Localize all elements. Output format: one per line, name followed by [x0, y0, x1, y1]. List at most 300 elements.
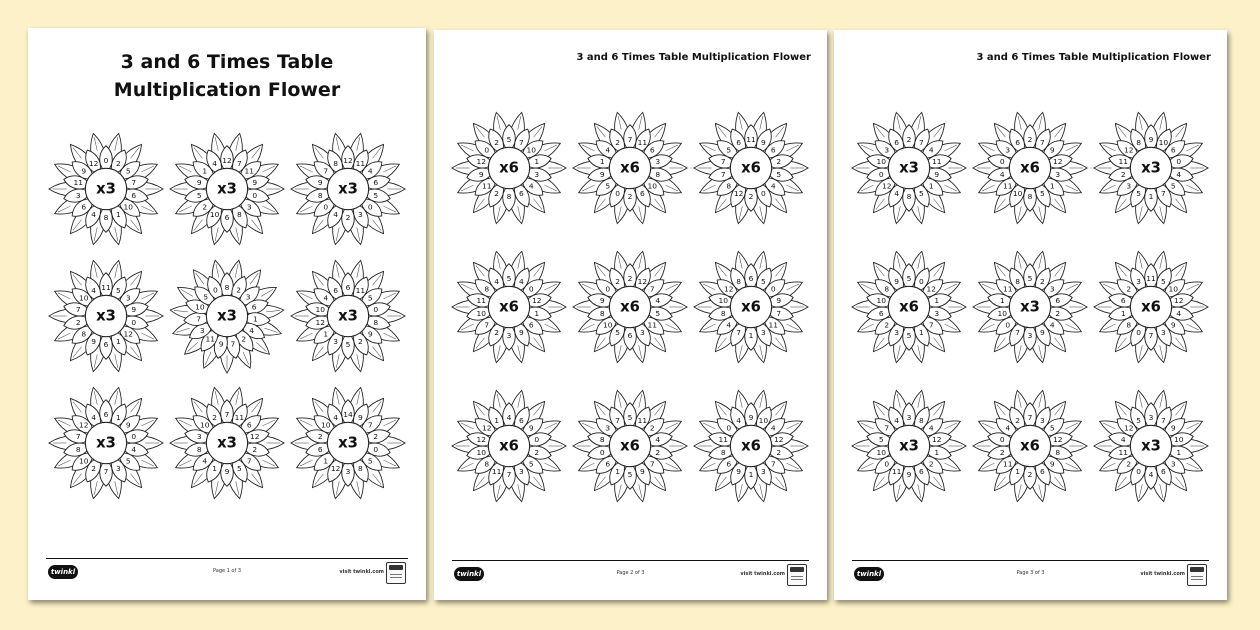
petal-number: 12: [1123, 145, 1134, 155]
petal-number: 11: [718, 435, 728, 445]
petal-number: 12: [476, 435, 487, 445]
petal-number: 3: [246, 202, 252, 212]
petal-number: 6: [605, 459, 611, 469]
quality-badge-icon: [787, 564, 807, 586]
petal-number: 9: [126, 420, 132, 430]
petal-number: 9: [906, 470, 912, 480]
flower-drawing: [692, 387, 810, 505]
petal-number: 9: [519, 328, 525, 338]
multiplication-flower: [1092, 387, 1210, 505]
petal-number: 10: [79, 455, 89, 465]
petal-number: 0: [367, 202, 373, 212]
petal-number: 2: [357, 337, 363, 347]
petal-number: 4: [506, 413, 512, 423]
multiplier-label: x6: [620, 298, 640, 316]
multiplication-flower: [692, 109, 810, 227]
petal-number: 10: [1012, 188, 1023, 198]
flower-grid: [449, 98, 811, 516]
footer-divider: [852, 560, 1209, 561]
petal-number: 8: [1015, 276, 1020, 286]
petal-number: 0: [373, 444, 378, 454]
multiplier-label: x6: [620, 159, 640, 177]
petal-number: 2: [116, 159, 122, 169]
petal-number: 2: [202, 202, 208, 212]
petal-number: 5: [1135, 188, 1141, 198]
petal-number: 9: [1049, 459, 1055, 469]
petal-number: 7: [770, 459, 776, 469]
petal-number: 0: [999, 435, 1005, 445]
petal-number: 6: [639, 188, 645, 198]
petal-number: 1: [615, 467, 620, 477]
petal-number: 8: [655, 169, 661, 179]
multiplication-flower: [971, 109, 1089, 227]
petal-number: 2: [1120, 169, 1126, 179]
petal-number: 12: [1173, 296, 1184, 306]
petal-number: 7: [76, 431, 81, 441]
petal-number: 10: [1168, 284, 1178, 294]
petal-number: 7: [884, 424, 890, 434]
petal-number: 5: [529, 459, 535, 469]
petal-number: 7: [1039, 137, 1045, 147]
worksheet-header-title: 3 and 6 Times Table Multiplication Flower: [576, 52, 811, 63]
multiplier-label: x3: [337, 434, 358, 452]
petal-number: 5: [906, 331, 912, 341]
flower-drawing: [289, 130, 407, 248]
petal-number: 5: [605, 180, 611, 190]
petal-number: 6: [1170, 145, 1176, 155]
petal-number: 1: [919, 328, 925, 338]
petal-number: 1: [1015, 467, 1020, 477]
petal-number: 10: [209, 210, 220, 220]
petal-number: 4: [212, 159, 217, 169]
petal-number: 0: [484, 145, 490, 155]
multiplication-flower: [692, 248, 810, 366]
petal-number: 2: [345, 213, 351, 223]
petal-number: 12: [342, 156, 353, 166]
worksheet-title-line-1: 3 and 6 Times Table: [120, 51, 334, 73]
petal-number: 2: [776, 448, 781, 458]
petal-number: 3: [655, 156, 661, 166]
petal-number: 0: [605, 284, 611, 294]
petal-number: 2: [1027, 470, 1033, 480]
multiplier-label: x3: [96, 307, 117, 325]
multiplication-flower: [1092, 109, 1210, 227]
petal-number: 11: [482, 180, 492, 190]
twinkl-logo: twinkl: [854, 567, 884, 581]
petal-number: 2: [884, 320, 890, 330]
petal-number: 5: [919, 188, 925, 198]
petal-number: 1: [202, 167, 208, 177]
petal-number: 4: [894, 188, 900, 198]
petal-number: 2: [748, 191, 754, 201]
petal-number: 7: [776, 308, 781, 318]
petal-number: 6: [373, 178, 378, 188]
flower-drawing: [450, 387, 568, 505]
multiplier-label: x6: [740, 437, 761, 455]
petal-number: 2: [212, 412, 217, 422]
petal-number: 6: [81, 202, 87, 212]
petal-number: 7: [649, 284, 655, 294]
multiplier-label: x6: [899, 298, 920, 316]
petal-number: 11: [1118, 156, 1128, 166]
petal-number: 6: [1055, 296, 1061, 306]
petal-number: 11: [234, 412, 245, 422]
petal-number: 11: [1002, 459, 1013, 469]
petal-number: 6: [332, 285, 338, 295]
petal-number: 1: [322, 329, 328, 339]
petal-number: 6: [131, 191, 137, 201]
petal-number: 5: [655, 308, 661, 318]
petal-number: 0: [919, 276, 925, 286]
multiplication-flower: [571, 387, 689, 505]
petal-number: 10: [526, 145, 537, 155]
petal-number: 4: [1120, 435, 1126, 445]
petal-number: 2: [649, 424, 655, 434]
petal-number: 0: [103, 156, 109, 166]
petal-number: 7: [929, 320, 935, 330]
multiplication-flower: [289, 384, 407, 502]
multiplier-label: x6: [1140, 298, 1161, 316]
petal-number: 5: [506, 273, 512, 283]
petal-number: 9: [748, 413, 754, 423]
petal-number: 3: [1039, 416, 1045, 426]
petal-number: 10: [315, 305, 325, 315]
petal-number: 9: [252, 178, 258, 188]
petal-number: 10: [876, 156, 887, 166]
quality-badge-icon: [1187, 564, 1207, 586]
petal-number: 12: [330, 463, 341, 473]
flower-drawing: [850, 387, 968, 505]
petal-number: 11: [637, 416, 648, 426]
petal-number: 12: [222, 156, 232, 166]
petal-number: 6: [627, 331, 633, 341]
petal-number: 1: [534, 308, 540, 318]
flower-drawing: [450, 248, 568, 366]
multiplication-flower: [571, 109, 689, 227]
petal-number: 2: [534, 448, 540, 458]
petal-number: 2: [1015, 416, 1020, 426]
petal-number: 4: [999, 169, 1005, 179]
visit-link: visit twinkl.com: [339, 569, 384, 575]
petal-number: 5: [373, 191, 378, 201]
petal-number: 3: [934, 308, 940, 318]
petal-number: 4: [929, 424, 935, 434]
petal-number: 10: [476, 308, 487, 318]
petal-number: 2: [929, 459, 935, 469]
petal-number: 3: [199, 325, 205, 335]
multiplier-label: x3: [217, 307, 237, 325]
petal-number: 11: [745, 134, 756, 144]
worksheet-title-line-2: Multiplication Flower: [113, 79, 341, 101]
multiplication-flower: [168, 384, 286, 502]
petal-number: 2: [1125, 459, 1131, 469]
petal-number: 8: [919, 416, 925, 426]
multiplication-flower: [971, 248, 1089, 366]
petal-number: 6: [103, 340, 109, 350]
petal-number: 8: [332, 159, 338, 169]
petal-number: 1: [322, 455, 328, 465]
petal-number: 1: [116, 210, 122, 220]
petal-number: 4: [1005, 424, 1011, 434]
petal-number: 9: [367, 329, 373, 339]
petal-number: 8: [720, 308, 726, 318]
petal-number: 3: [534, 169, 540, 179]
flower-drawing: [289, 257, 407, 375]
petal-number: 9: [735, 467, 741, 477]
multiplication-flower: [450, 109, 568, 227]
petal-number: 4: [332, 210, 338, 220]
petal-number: 11: [244, 167, 255, 177]
petal-number: 11: [1002, 180, 1013, 190]
petal-number: 7: [103, 466, 109, 476]
petal-number: 3: [1125, 180, 1131, 190]
petal-number: 11: [1118, 448, 1128, 458]
petal-number: 9: [224, 466, 230, 476]
multiplier-label: x6: [499, 159, 520, 177]
worksheet-header-title: 3 and 6 Times Table Multiplication Flower: [976, 52, 1211, 63]
petal-number: 5: [627, 413, 633, 423]
petal-number: 10: [1158, 137, 1168, 147]
flower-drawing: [47, 130, 165, 248]
petal-number: 3: [506, 331, 512, 341]
petal-number: 2: [906, 134, 912, 144]
petal-number: 5: [126, 455, 132, 465]
flower-drawing: [571, 387, 689, 505]
petal-number: 4: [519, 276, 525, 286]
petal-number: 7: [627, 134, 633, 144]
petal-number: 1: [116, 337, 122, 347]
flower-drawing: [571, 248, 689, 366]
multiplication-flower: [850, 387, 968, 505]
petal-number: 2: [91, 463, 97, 473]
flower-drawing: [571, 109, 689, 227]
petal-number: 9: [1148, 134, 1154, 144]
petal-number: 5: [367, 455, 373, 465]
petal-number: 11: [637, 137, 648, 147]
petal-number: 12: [1123, 424, 1134, 434]
petal-number: 3: [639, 328, 645, 338]
flower-drawing: [850, 248, 968, 366]
petal-number: 9: [529, 424, 535, 434]
petal-number: 10: [997, 308, 1007, 318]
petal-number: 1: [999, 296, 1005, 306]
petal-number: 10: [199, 420, 210, 430]
page-number: Page 2 of 3: [616, 570, 645, 576]
petal-number: 1: [494, 416, 500, 426]
petal-number: 1: [934, 448, 940, 458]
petal-number: 0: [1135, 467, 1141, 477]
petal-number: 0: [322, 202, 328, 212]
petal-number: 11: [492, 467, 502, 477]
petal-number: 12: [89, 159, 99, 169]
petal-number: 11: [932, 156, 942, 166]
worksheet-page-3: [834, 30, 1227, 600]
petal-number: 1: [116, 412, 122, 422]
petal-number: 5: [506, 134, 512, 144]
petal-number: 2: [655, 448, 661, 458]
petal-number: 2: [317, 431, 323, 441]
petal-number: 10: [123, 202, 134, 212]
petal-number: 0: [999, 156, 1005, 166]
petal-number: 0: [131, 317, 137, 327]
multiplication-flower: [168, 130, 286, 248]
petal-number: 7: [1160, 416, 1166, 426]
petal-number: 10: [320, 420, 331, 430]
petal-number: 3: [1055, 169, 1061, 179]
petal-number: 1: [252, 314, 258, 324]
footer-divider: [46, 558, 408, 559]
petal-number: 11: [768, 320, 778, 330]
petal-number: 5: [760, 276, 766, 286]
petal-number: 4: [725, 320, 731, 330]
petal-number: 10: [1173, 435, 1184, 445]
petal-number: 2: [252, 444, 258, 454]
petal-number: 5: [615, 328, 620, 338]
quality-badge-icon: [386, 562, 406, 584]
flower-drawing: [450, 109, 568, 227]
petal-number: 12: [882, 180, 892, 190]
petal-number: 1: [599, 156, 605, 166]
visit-link: visit twinkl.com: [740, 571, 785, 577]
petal-number: 5: [1049, 424, 1055, 434]
petal-number: 8: [735, 276, 741, 286]
petal-number: 8: [1135, 137, 1141, 147]
petal-number: 5: [776, 169, 781, 179]
petal-number: 5: [627, 470, 633, 480]
multiplier-label: x3: [899, 159, 920, 177]
petal-number: 9: [776, 296, 781, 306]
petal-number: 8: [317, 191, 323, 201]
petal-number: 12: [932, 435, 942, 445]
flower-drawing: [168, 384, 286, 502]
petal-number: 4: [131, 444, 137, 454]
petal-number: 5: [725, 145, 731, 155]
petal-number: 2: [615, 137, 620, 147]
multiplication-flower: [168, 257, 286, 375]
petal-number: 9: [894, 276, 900, 286]
multiplication-flower: [450, 248, 568, 366]
petal-number: 8: [103, 213, 109, 223]
petal-number: 0: [1005, 320, 1011, 330]
petal-number: 12: [637, 276, 648, 286]
flower-drawing: [971, 248, 1089, 366]
petal-number: 2: [241, 334, 247, 344]
multiplication-flower: [1092, 248, 1210, 366]
petal-number: 3: [332, 337, 338, 347]
petal-number: 9: [317, 178, 323, 188]
multiplier-label: x6: [499, 437, 520, 455]
petal-number: 4: [1176, 169, 1181, 179]
petal-number: 2: [494, 137, 500, 147]
petal-number: 10: [647, 180, 658, 190]
petal-number: 5: [126, 167, 132, 177]
petal-number: 8: [599, 435, 605, 445]
petal-number: 3: [1005, 145, 1011, 155]
petal-number: 2: [1027, 134, 1033, 144]
petal-number: 12: [482, 424, 492, 434]
flower-drawing: [971, 387, 1089, 505]
multiplication-flower: [850, 109, 968, 227]
petal-number: 4: [894, 416, 900, 426]
petal-number: 1: [212, 463, 217, 473]
petal-number: 8: [484, 284, 490, 294]
multiplication-flower: [289, 257, 407, 375]
petal-number: 6: [725, 459, 731, 469]
petal-number: 1: [534, 156, 540, 166]
petal-number: 5: [345, 340, 351, 350]
multiplier-label: x3: [96, 180, 117, 198]
petal-number: 6: [345, 282, 351, 292]
petal-number: 0: [760, 188, 766, 198]
petal-number: 4: [367, 167, 373, 177]
petal-number: 5: [1027, 273, 1033, 283]
petal-number: 4: [322, 293, 328, 303]
petal-number: 5: [367, 293, 373, 303]
petal-number: 2: [1125, 284, 1131, 294]
petal-number: 9: [479, 169, 484, 179]
petal-number: 7: [236, 159, 242, 169]
page-number: Page 3 of 3: [1016, 570, 1045, 576]
petal-number: 8: [1055, 448, 1061, 458]
petal-number: 0: [1135, 328, 1141, 338]
petal-number: 8: [76, 444, 81, 454]
petal-number: 7: [196, 314, 202, 324]
petal-number: 4: [655, 435, 661, 445]
petal-number: 7: [246, 455, 252, 465]
petal-number: 4: [332, 412, 338, 422]
petal-number: 11: [205, 334, 215, 344]
multiplier-label: x6: [1020, 159, 1040, 177]
multiplication-flower: [971, 387, 1089, 505]
petal-number: 4: [655, 296, 661, 306]
petal-number: 3: [1148, 413, 1154, 423]
multiplier-label: x3: [217, 434, 237, 452]
petal-number: 10: [79, 293, 89, 303]
petal-number: 5: [1039, 188, 1045, 198]
petal-number: 3: [906, 413, 912, 423]
petal-number: 8: [357, 463, 363, 473]
petal-number: 5: [236, 463, 242, 473]
petal-number: 9: [81, 167, 87, 177]
petal-number: 8: [725, 180, 731, 190]
petal-number: 6: [894, 137, 900, 147]
worksheet-title: [28, 48, 426, 104]
petal-number: 2: [999, 448, 1005, 458]
petal-number: 6: [317, 444, 323, 454]
multiplier-label: x6: [740, 159, 761, 177]
petal-number: 6: [1039, 467, 1045, 477]
petal-number: 8: [720, 448, 726, 458]
petal-number: 5: [906, 273, 912, 283]
petal-number: 6: [919, 467, 925, 477]
petal-number: 11: [892, 467, 902, 477]
petal-number: 3: [1027, 331, 1033, 341]
petal-number: 7: [1148, 331, 1154, 341]
petal-number: 8: [224, 282, 230, 292]
petal-number: 6: [748, 273, 754, 283]
petal-number: 12: [733, 188, 744, 198]
petal-number: 2: [1039, 276, 1045, 286]
flower-drawing: [47, 384, 165, 502]
petal-number: 8: [1125, 320, 1131, 330]
petal-number: 9: [1049, 145, 1055, 155]
petal-number: 1: [1120, 308, 1126, 318]
petal-number: 5: [1135, 416, 1141, 426]
multiplier-label: x3: [217, 180, 237, 198]
petal-number: 9: [760, 137, 766, 147]
petal-number: 3: [1160, 328, 1166, 338]
petal-number: 9: [599, 169, 605, 179]
